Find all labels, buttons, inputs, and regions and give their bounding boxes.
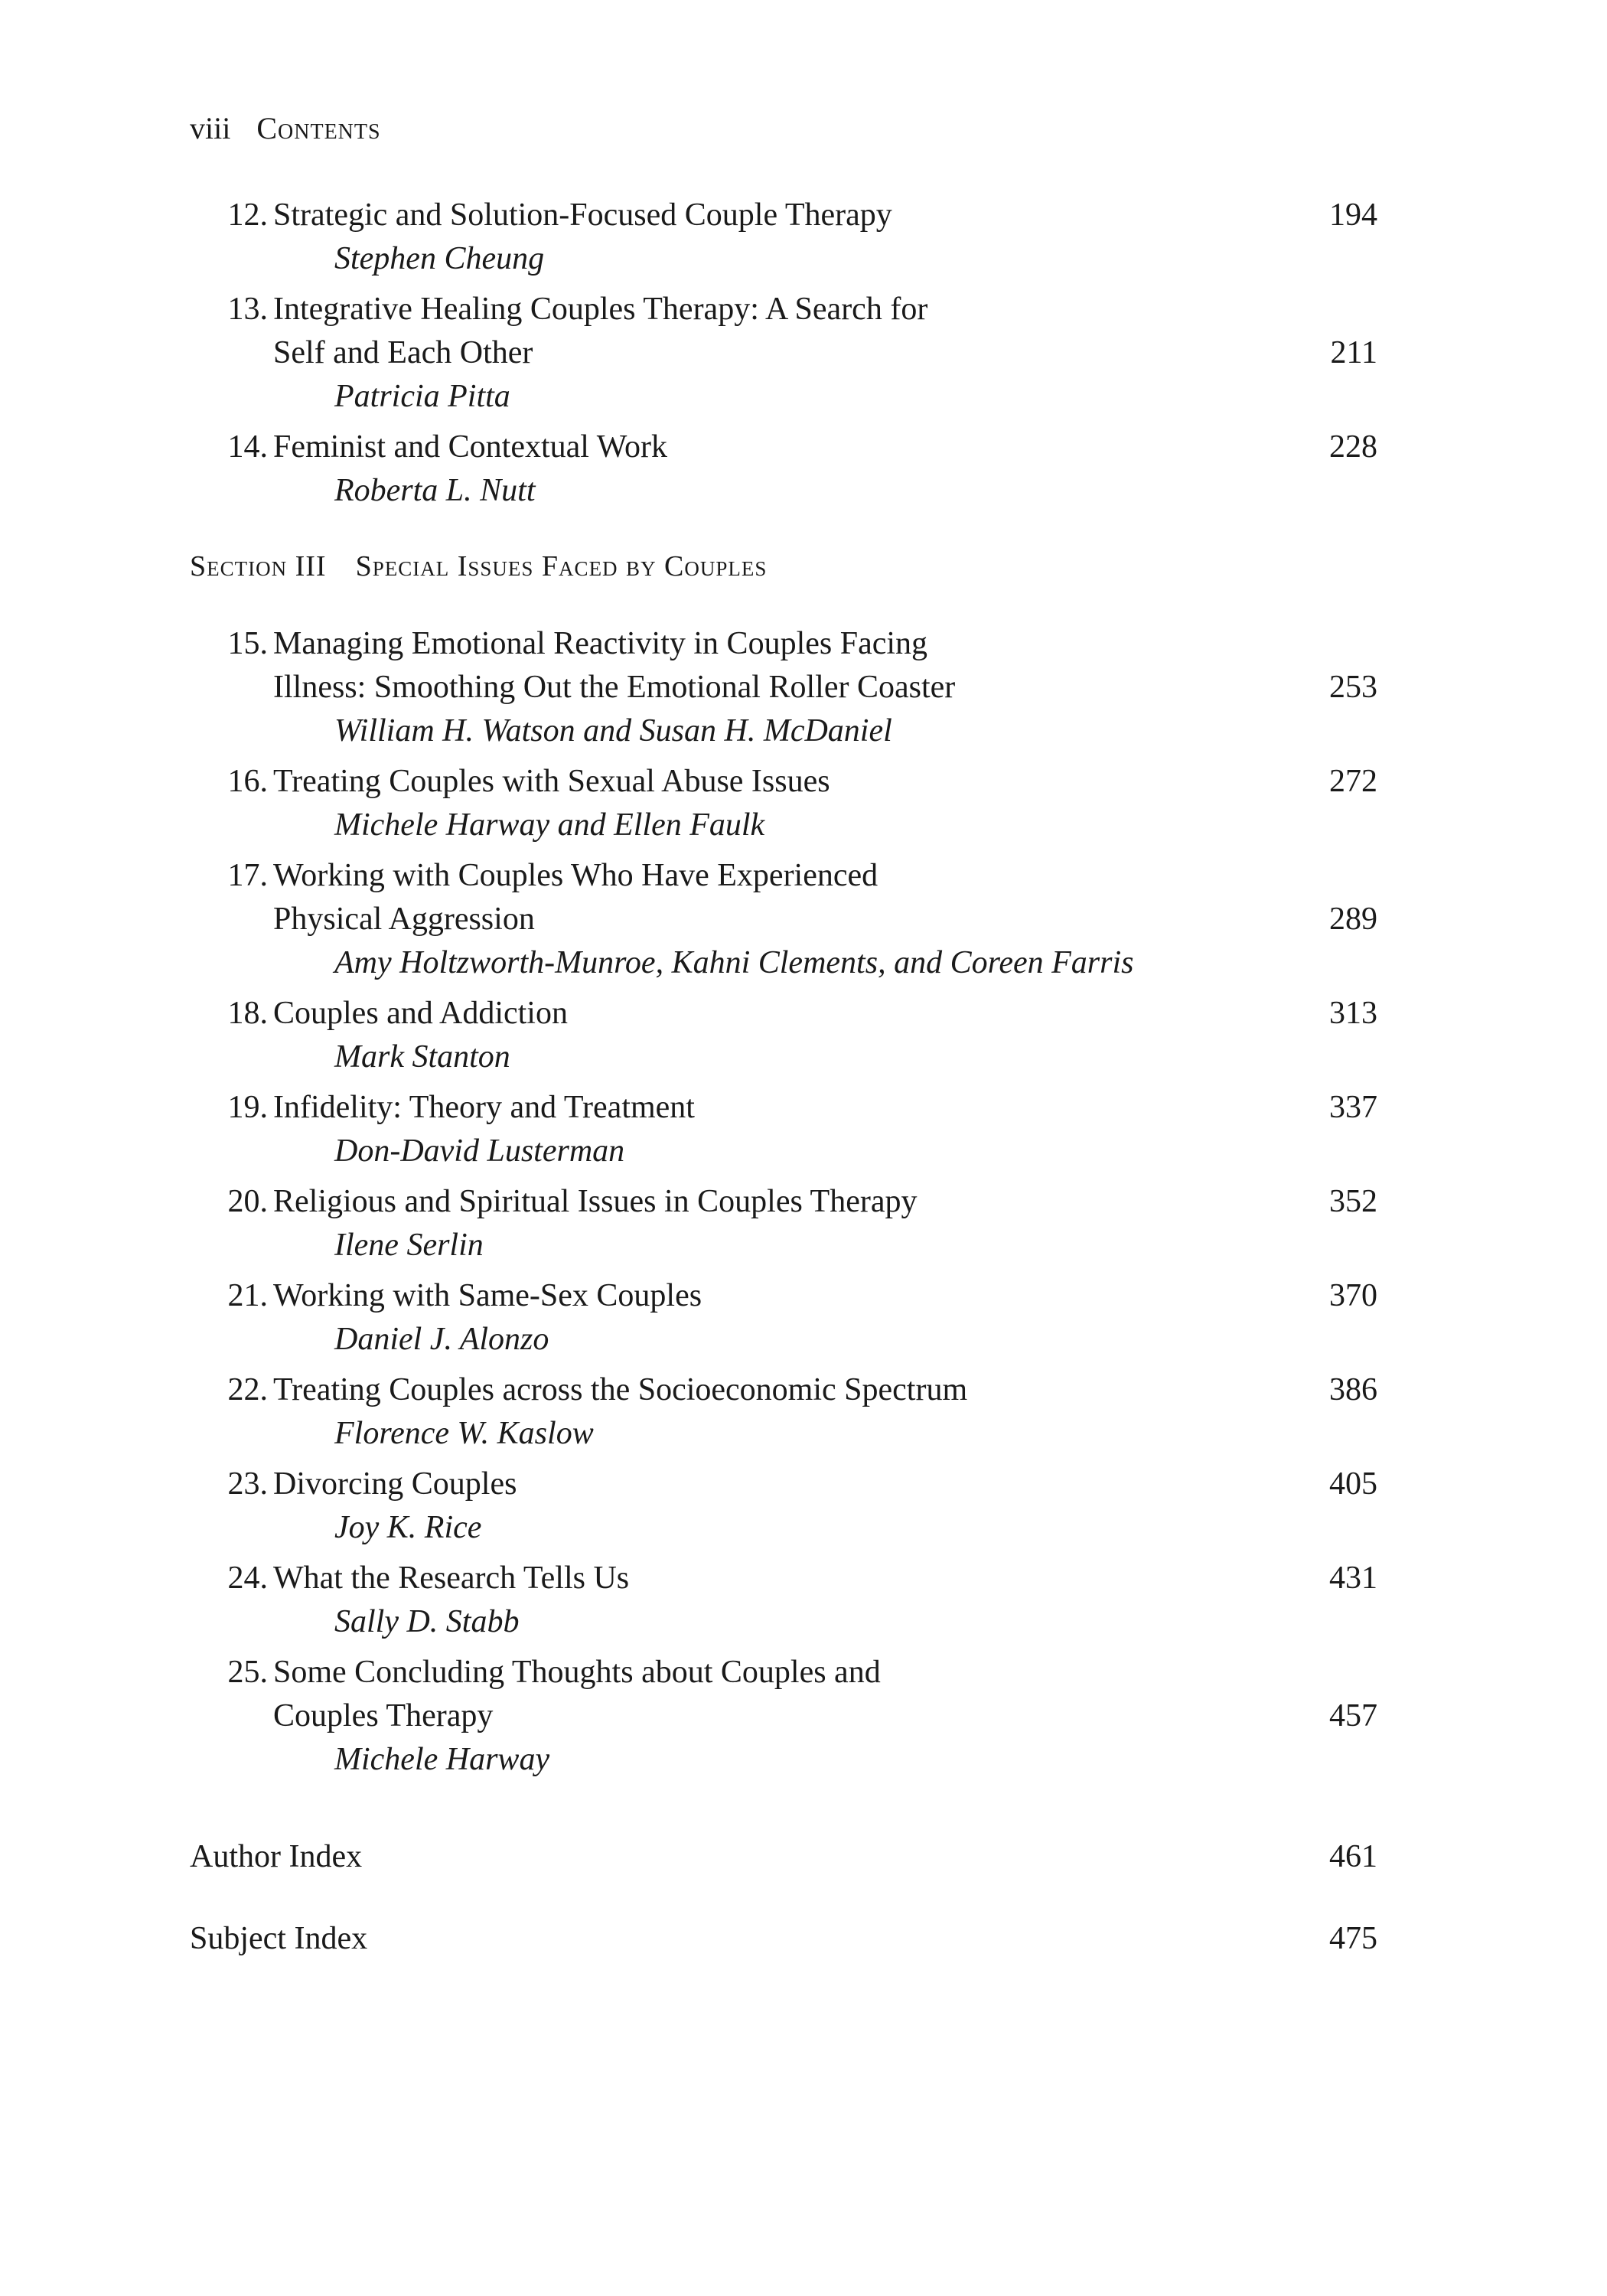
chapter-page-number: 211 [1330, 335, 1377, 370]
chapter-page-number: 228 [1329, 429, 1377, 465]
chapter-title-text: Integrative Healing Couples Therapy: A Search for [273, 292, 928, 327]
toc-entry[interactable] [190, 1463, 1377, 1550]
chapter-page-number: 289 [1329, 902, 1377, 937]
chapter-number: 14. [227, 429, 268, 465]
chapter-title-line [190, 1694, 1377, 1738]
chapter-number: 13. [227, 292, 268, 327]
chapter-page-number: 457 [1329, 1698, 1377, 1733]
toc-entry[interactable] [190, 760, 1377, 847]
chapter-list-part-b [190, 622, 1377, 1782]
chapter-number: 24. [227, 1561, 268, 1596]
chapter-page-number: 313 [1329, 996, 1377, 1031]
chapter-list-part-a [190, 194, 1377, 513]
chapter-author: Joy K. Rice [334, 1510, 482, 1545]
chapter-page-number: 194 [1329, 197, 1377, 233]
chapter-page-number: 272 [1329, 764, 1377, 799]
toc-entry[interactable] [190, 622, 1377, 753]
chapter-author: Daniel J. Alonzo [334, 1322, 549, 1357]
chapter-author: William H. Watson and Susan H. McDaniel [334, 713, 892, 748]
toc-entry[interactable] [190, 1274, 1377, 1362]
chapter-title-line [190, 1180, 1377, 1224]
chapter-title-text: Treating Couples with Sexual Abuse Issues [273, 764, 830, 799]
chapter-title-text: Treating Couples across the Socioeconomic Spectrum [273, 1372, 968, 1407]
chapter-author: Michele Harway and Ellen Faulk [334, 807, 765, 843]
chapter-title-line [190, 426, 1377, 469]
chapter-author: Ilene Serlin [334, 1228, 484, 1263]
toc-entry[interactable] [190, 1368, 1377, 1456]
chapter-page-number: 337 [1329, 1090, 1377, 1125]
chapter-title-text: Religious and Spiritual Issues in Couples Therapy [273, 1184, 918, 1219]
chapter-title-line [190, 1463, 1377, 1506]
chapter-title-text: Some Concluding Thoughts about Couples and [273, 1655, 881, 1690]
index-title: Author Index [190, 1839, 363, 1874]
toc-entry[interactable] [190, 992, 1377, 1079]
chapter-number: 25. [227, 1655, 268, 1690]
chapter-number: 22. [227, 1372, 268, 1407]
chapter-number: 16. [227, 764, 268, 799]
chapter-page-number: 386 [1329, 1372, 1377, 1407]
chapter-author: Michele Harway [334, 1742, 550, 1777]
chapter-title-line [190, 1086, 1377, 1130]
chapter-title-line [190, 331, 1377, 375]
chapter-title-line [190, 1274, 1377, 1318]
running-head-label: Contents [256, 111, 381, 145]
index-title: Subject Index [190, 1921, 368, 1956]
toc-entry[interactable] [190, 1086, 1377, 1173]
contents-page [190, 106, 1377, 1961]
chapter-title-text: Working with Couples Who Have Experienced [273, 858, 878, 893]
running-head [190, 106, 1377, 152]
chapter-number: 12. [227, 197, 268, 233]
chapter-title-line [190, 992, 1377, 1035]
chapter-author: Roberta L. Nutt [334, 473, 536, 508]
chapter-title-text: Working with Same-Sex Couples [273, 1278, 702, 1313]
chapter-title-line [190, 1557, 1377, 1600]
author-index-entry[interactable] [190, 1835, 1377, 1879]
chapter-number: 19. [227, 1090, 268, 1125]
chapter-page-number: 370 [1329, 1278, 1377, 1313]
chapter-title-text: Self and Each Other [273, 335, 533, 370]
chapter-author: Florence W. Kaslow [334, 1416, 594, 1451]
chapter-page-number: 352 [1329, 1184, 1377, 1219]
section-heading [190, 547, 1377, 585]
chapter-title-line [190, 666, 1377, 709]
chapter-title-text: Physical Aggression [273, 902, 535, 937]
chapter-author: Mark Stanton [334, 1039, 510, 1075]
chapter-title-text: Strategic and Solution-Focused Couple Therapy [273, 197, 892, 233]
chapter-title-text: Infidelity: Theory and Treatment [273, 1090, 695, 1125]
chapter-title-line [190, 288, 1377, 331]
chapter-number: 15. [227, 626, 268, 661]
toc-entry[interactable] [190, 1557, 1377, 1644]
chapter-page-number: 405 [1329, 1466, 1377, 1502]
index-page-number: 475 [1329, 1921, 1377, 1956]
chapter-title-text: What the Research Tells Us [273, 1561, 630, 1596]
chapter-author: Sally D. Stabb [334, 1604, 520, 1639]
chapter-title-text: Illness: Smoothing Out the Emotional Roller Coaster [273, 670, 956, 705]
section-title: Special Issues Faced by Couples [355, 550, 768, 582]
subject-index-entry[interactable] [190, 1917, 1377, 1961]
chapter-author: Amy Holtzworth-Munroe, Kahni Clements, and Coreen Farris [334, 945, 1134, 980]
chapter-page-number: 253 [1329, 670, 1377, 705]
chapter-number: 20. [227, 1184, 268, 1219]
chapter-number: 17. [227, 858, 268, 893]
toc-entry[interactable] [190, 194, 1377, 281]
chapter-title-text: Managing Emotional Reactivity in Couples Facing [273, 626, 928, 661]
chapter-page-number: 431 [1329, 1561, 1377, 1596]
section-label: Section III [190, 550, 327, 582]
chapter-title-line [190, 194, 1377, 237]
chapter-title-text: Couples and Addiction [273, 996, 568, 1031]
chapter-title-line [190, 622, 1377, 666]
chapter-title-text: Feminist and Contextual Work [273, 429, 667, 465]
chapter-title-line [190, 898, 1377, 941]
chapter-title-line [190, 1368, 1377, 1412]
chapter-author: Stephen Cheung [334, 241, 545, 276]
toc-entry[interactable] [190, 1651, 1377, 1782]
toc-entry[interactable] [190, 426, 1377, 513]
chapter-title-line [190, 1651, 1377, 1694]
chapter-author: Patricia Pitta [334, 379, 510, 414]
chapter-number: 21. [227, 1278, 268, 1313]
chapter-number: 23. [227, 1466, 268, 1502]
chapter-title-line [190, 854, 1377, 898]
chapter-title-line [190, 760, 1377, 804]
chapter-title-text: Couples Therapy [273, 1698, 494, 1733]
chapter-title-text: Divorcing Couples [273, 1466, 517, 1502]
chapter-number: 18. [227, 996, 268, 1031]
toc-entry[interactable] [190, 288, 1377, 419]
chapter-author: Don-David Lusterman [334, 1133, 625, 1169]
toc-entry[interactable] [190, 854, 1377, 985]
page-folio: viii [190, 111, 231, 145]
toc-entry[interactable] [190, 1180, 1377, 1267]
index-page-number: 461 [1329, 1839, 1377, 1874]
